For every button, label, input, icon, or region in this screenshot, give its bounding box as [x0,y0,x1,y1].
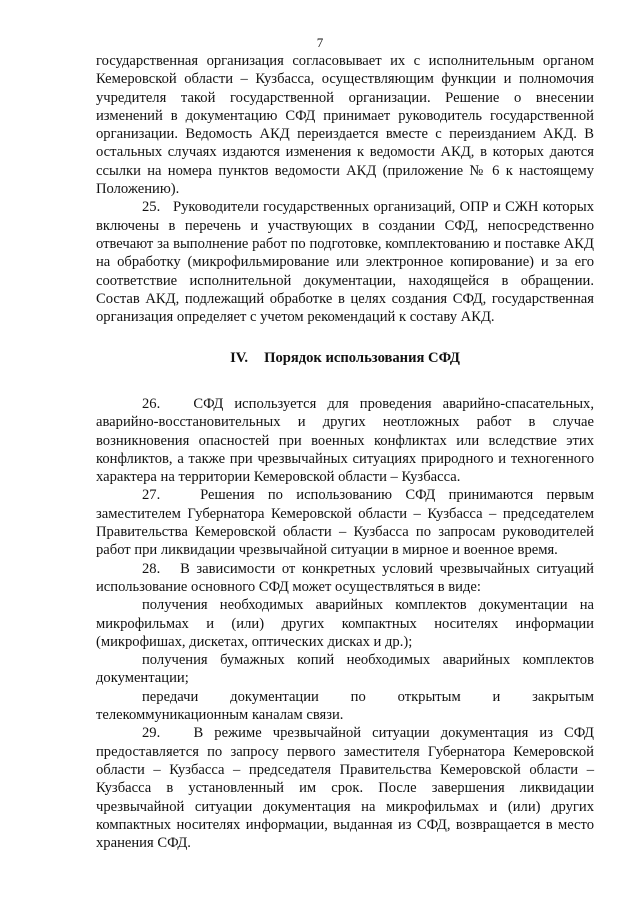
paragraph-continued: государственная организация согласовывает их с исполнительным органом Кемеровской области – Кузбасса, осуществляющим функции и полномочия учредителя такой государственной организации. Решение о внесении изменений в документацию СФД принимает руководитель государственной организации. Ведомость АКД переиздается вместе с переизданием АКД. В остальных случаях издаются изменения к ведомости АКД, в которых даются ссылки на номера пунктов ведомости АКД (приложение № 6 к настоящему Положению). [96,53,594,198]
section-usage [96,395,594,852]
section-continuation [96,52,594,326]
page-number: 7 [316,35,324,50]
paragraph-28: 28. В зависимости от конкретных условий чрезвычайных ситуаций использование основного СФД может осуществляться в виде: [96,560,594,595]
list-item-paper-copies: получения бумажных копий необходимых аварийных комплектов документации; [96,652,594,687]
list-item-microfilm: получения необходимых аварийных комплектов документации на микрофильмах и (или) других компактных носителях информации (микрофишах, дискетах, оптических дисках и др.); [96,597,594,650]
section-heading [96,349,594,367]
paragraph-25: 25. Руководители государственных организаций, ОПР и СЖН которых включены в перечень и участвующих в создании СФД, непосредственно отвечают за выполнение работ по подготовке, комплектованию и поставке АКД на обработку (микрофильмирование или электронное копирование) и за его соответствие исполнительной документации, находящейся в обращении. Состав АКД, подлежащий обработке в целях создания СФД, государственная организация определяет с учетом рекомендаций к составу АКД. [96,199,594,326]
paragraph-27: 27. Решения по использованию СФД принимаются первым заместителем Губернатора Кемеровской области – Кузбасса – председателем Правительства Кемеровской области – Кузбасса по запросам руководителей работ при ликвидации чрезвычайной ситуации в мирное и военное время. [96,487,594,559]
section-number: IV. [230,350,249,366]
section-title: Порядок использования СФД [264,350,460,366]
list-item-telecom: передачи документации по открытым и закрытым телекоммуникационным каналам связи. [96,688,594,724]
paragraph-26: 26. СФД используется для проведения аварийно-спасательных, аварийно-восстановительных и других неотложных работ в случае возникновения опасностей при военных конфликтах или вследствие этих конфликтов, а также при чрезвычайных ситуациях природного и техногенного характера на территории Кемеровской области – Кузбасса. [96,396,594,486]
paragraph-29: 29. В режиме чрезвычайной ситуации документация из СФД предоставляется по запросу первого заместителя Губернатора Кемеровской области – Кузбасса – председателя Правительства Кемеровской области – Кузбасса в установленный им срок. После завершения ликвидации чрезвычайной ситуации документация на микрофильмах и (или) других компактных носителях информации, выданная из СФД, возвращается в место хранения СФД. [96,725,594,852]
